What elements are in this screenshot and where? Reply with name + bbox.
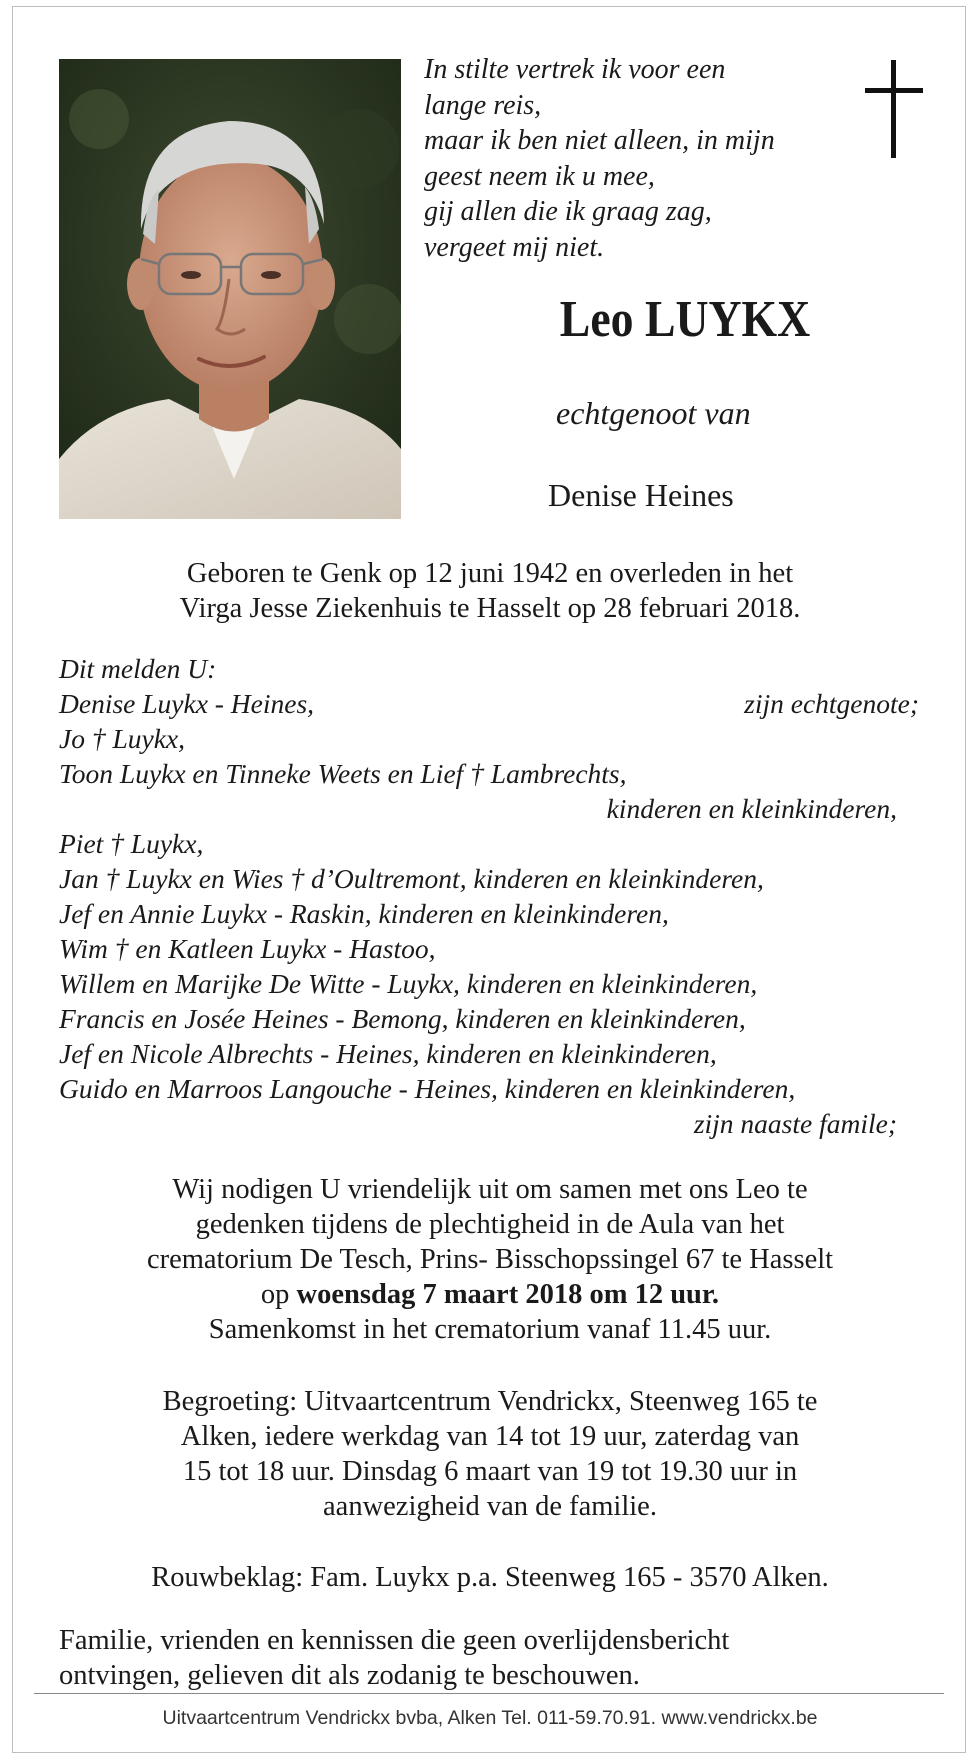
- visit-line: Begroeting: Uitvaartcentrum Vendrickx, Steenweg 165 te: [162, 1386, 818, 1417]
- ceremony-invitation: [30, 1172, 950, 1347]
- closing-line: Familie, vrienden en kennissen die geen overlijdensbericht: [59, 1625, 730, 1656]
- family-name: Wim † en Katleen Luykx - Hastoo,: [59, 933, 436, 964]
- visitation-info: [30, 1384, 950, 1524]
- invite-prefix: op: [260, 1279, 297, 1310]
- family-name: Guido en Marroos Langouche - Heines, kinderen en kleinkinderen,: [59, 1073, 796, 1104]
- condolence-address: Rouwbeklag: Fam. Luykx p.a. Steenweg 165 - 3570 Alken.: [151, 1562, 829, 1593]
- closing-line: ontvingen, gelieven dit als zodanig te beschouwen.: [59, 1660, 640, 1691]
- poem-line: In stilte vertrek ik voor een: [424, 54, 726, 85]
- cross-icon: [865, 60, 923, 158]
- invite-line: crematorium De Tesch, Prins- Bisschopssingel 67 te Hasselt: [146, 1244, 834, 1275]
- list-item: [59, 861, 919, 896]
- family-name: Denise Luykx - Heines,: [59, 688, 315, 719]
- invite-line: gedenken tijdens de plechtigheid in de Aula van het: [195, 1209, 785, 1240]
- birth-death-info: [40, 556, 940, 626]
- invite-line: Samenkomst in het crematorium vanaf 11.45 uur.: [208, 1314, 772, 1345]
- family-name: Piet † Luykx,: [59, 828, 204, 859]
- poem-line: maar ik ben niet alleen, in mijn: [424, 125, 775, 156]
- family-name: Jef en Annie Luykx - Raskin, kinderen en kleinkinderen,: [59, 898, 669, 929]
- poem-line: lange reis,: [424, 89, 542, 121]
- list-item: [59, 826, 919, 861]
- visit-line: aanwezigheid van de familie.: [323, 1491, 657, 1522]
- list-item: [59, 651, 919, 686]
- family-name: Jo † Luykx,: [59, 723, 185, 754]
- list-item: [59, 966, 919, 1001]
- list-item: [59, 896, 919, 931]
- portrait-photo: [59, 59, 401, 519]
- list-item: [59, 756, 919, 791]
- list-item: [59, 1071, 919, 1106]
- list-item: [59, 1001, 919, 1036]
- family-name: Jef en Nicole Albrechts - Heines, kinderen en kleinkinderen,: [59, 1038, 717, 1069]
- spouse-relation: echtgenoot van: [556, 395, 751, 431]
- born-line: Virga Jesse Ziekenhuis te Hasselt op 28 februari 2018.: [179, 593, 801, 624]
- funeral-home-footer: Uitvaartcentrum Vendrickx bvba, Alken Tel. 011-59.70.91. www.vendrickx.be: [162, 1707, 818, 1729]
- memorial-poem: [424, 52, 844, 265]
- list-item: [59, 721, 919, 756]
- family-relation: kinderen en kleinkinderen,: [606, 793, 897, 824]
- visit-line: 15 tot 18 uur. Dinsdag 6 maart van 19 tot 19.30 uur in: [182, 1456, 798, 1487]
- poem-line: geest neem ik u mee,: [424, 160, 655, 192]
- family-name: Willem en Marijke De Witte - Luykx, kinderen en kleinkinderen,: [59, 968, 758, 999]
- family-name: Francis en Josée Heines - Bemong, kinderen en kleinkinderen,: [59, 1003, 746, 1034]
- list-item: [59, 686, 919, 721]
- born-line: Geboren te Genk op 12 juni 1942 en overleden in het: [186, 558, 794, 589]
- poem-line: vergeet mij niet.: [424, 231, 605, 263]
- invite-line: [30, 1277, 950, 1312]
- family-relation: zijn naaste famile;: [693, 1108, 897, 1139]
- closing-note: [59, 1623, 939, 1693]
- family-intro: Dit melden U:: [59, 653, 217, 684]
- footer-divider: [34, 1693, 944, 1694]
- family-name: Toon Luykx en Tinneke Weets en Lief † Lambrechts,: [59, 758, 627, 789]
- list-item: [59, 1036, 919, 1071]
- list-item: [59, 1106, 919, 1141]
- poem-line: gij allen die ik graag zag,: [424, 196, 712, 227]
- family-name: Jan † Luykx en Wies † d’Oultremont, kinderen en kleinkinderen,: [59, 863, 764, 894]
- deceased-name: Leo LUYKX: [559, 291, 811, 348]
- invite-line: Wij nodigen U vriendelijk uit om samen met ons Leo te: [172, 1174, 808, 1205]
- ceremony-date: woensdag 7 maart 2018 om 12 uur.: [296, 1279, 720, 1310]
- family-relation: zijn echtgenote;: [744, 688, 919, 719]
- family-list: [59, 651, 919, 1141]
- visit-line: Alken, iedere werkdag van 14 tot 19 uur, zaterdag van: [180, 1421, 800, 1452]
- list-item: [59, 931, 919, 966]
- spouse-name: Denise Heines: [548, 477, 734, 513]
- list-item: [59, 791, 919, 826]
